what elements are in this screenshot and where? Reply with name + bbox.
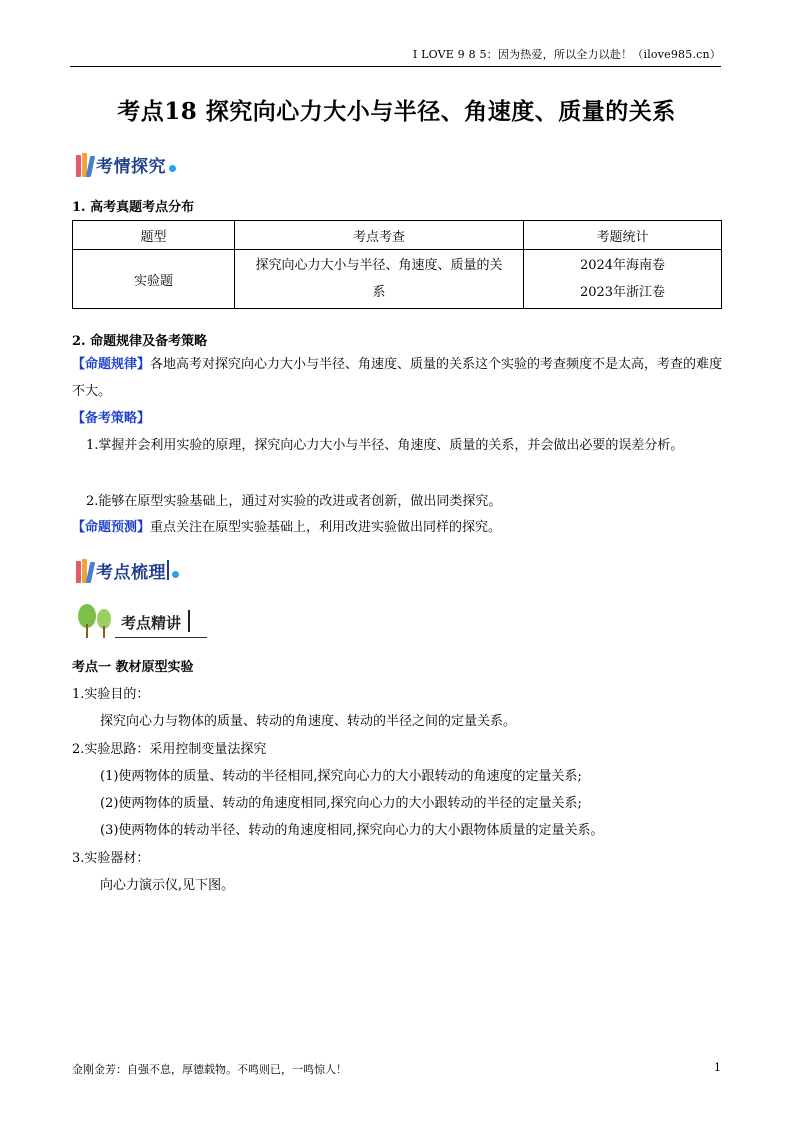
subsection-title: 1. 高考真题考点分布 <box>72 200 195 215</box>
section-banner-point-lecture <box>75 602 207 640</box>
prediction-paragraph <box>72 514 724 541</box>
text-cursor <box>188 610 190 632</box>
equipment-text: 向心力演示仪,见下图。 <box>100 878 235 893</box>
prediction-text: 重点关注在原型实验基础上，利用改进实验做出同样的探究。 <box>150 520 502 535</box>
distribution-table <box>72 220 722 309</box>
page-title: 考点18 探究向心力大小与半径、角速度、质量的关系 <box>117 98 676 125</box>
books-icon <box>76 557 94 583</box>
subsection-title: 2. 命题规律及备考策略 <box>72 334 208 349</box>
page-number: 1 <box>714 1061 721 1074</box>
section-label: 考点梳理 <box>96 562 166 583</box>
page-header: I LOVE 9 8 5：因为热爱，所以全力以赴！（ilove985.cn） <box>70 46 721 67</box>
dot-icon <box>172 571 179 578</box>
idea-item: (1)使两物体的质量、转动的半径相同,探究向心力的大小跟转动的角速度的定量关系; <box>100 769 582 784</box>
rules-text: 各地高考对探究向心力大小与半径、角速度、质量的关系这个实验的考查频度不是太高，考查的难度不大。 <box>72 357 723 399</box>
table-cell: 实验题 <box>73 250 235 309</box>
rules-label: 【命题规律】 <box>72 357 151 372</box>
table-header-cell: 考题统计 <box>524 221 722 250</box>
text-cursor <box>167 560 169 580</box>
cell-line: 系 <box>372 285 386 300</box>
table-header-row <box>73 221 722 250</box>
strategy-label-text: 【备考策略】 <box>72 411 151 426</box>
idea-item: (2)使两物体的质量、转动的角速度相同,探究向心力的大小跟转动的半径的定量关系; <box>100 796 582 811</box>
section-label: 考点精讲 <box>121 614 182 632</box>
books-icon <box>76 151 94 177</box>
strategy-label <box>72 405 724 432</box>
purpose-label: 1.实验目的： <box>72 687 150 702</box>
equipment-label: 3.实验器材： <box>72 851 150 866</box>
table-cell <box>235 250 524 309</box>
divider <box>115 637 207 638</box>
cell-line: 2023年浙江卷 <box>579 285 666 300</box>
table-header-cell: 题型 <box>73 221 235 250</box>
purpose-text: 探究向心力与物体的质量、转动的角速度、转动的半径之间的定量关系。 <box>100 714 517 729</box>
dot-icon <box>169 165 176 172</box>
footer-motto: 金刚金芳：自强不息，厚德载物。不鸣则已，一鸣惊人！ <box>72 1063 347 1076</box>
prediction-label: 【命题预测】 <box>72 520 151 535</box>
idea-item: (3)使两物体的转动半径、转动的角速度相同,探究向心力的大小跟物体质量的定量关系。 <box>100 823 604 838</box>
idea-label: 2.实验思路：采用控制变量法探究 <box>72 742 267 757</box>
point-title: 考点一 教材原型实验 <box>72 660 194 675</box>
strategy-item: 1.掌握并会利用实验的原理，探究向心力大小与半径、角速度、质量的关系，并会做出必要的误差分析。 <box>86 438 684 453</box>
cell-line: 2024年海南卷 <box>579 258 666 273</box>
cell-line: 探究向心力大小与半径、角速度、质量的关 <box>255 258 503 273</box>
table-row <box>73 250 722 309</box>
rules-paragraph <box>72 351 724 405</box>
trees-icon <box>75 602 115 640</box>
strategy-item: 2.能够在原型实验基础上，通过对实验的改进或者创新，做出同类探究。 <box>86 494 502 509</box>
table-header-cell: 考点考查 <box>235 221 524 250</box>
section-banner-point-review <box>76 553 179 587</box>
section-label: 考情探究 <box>96 156 166 177</box>
section-banner-exam-analysis <box>76 147 176 181</box>
table-cell <box>524 250 722 309</box>
